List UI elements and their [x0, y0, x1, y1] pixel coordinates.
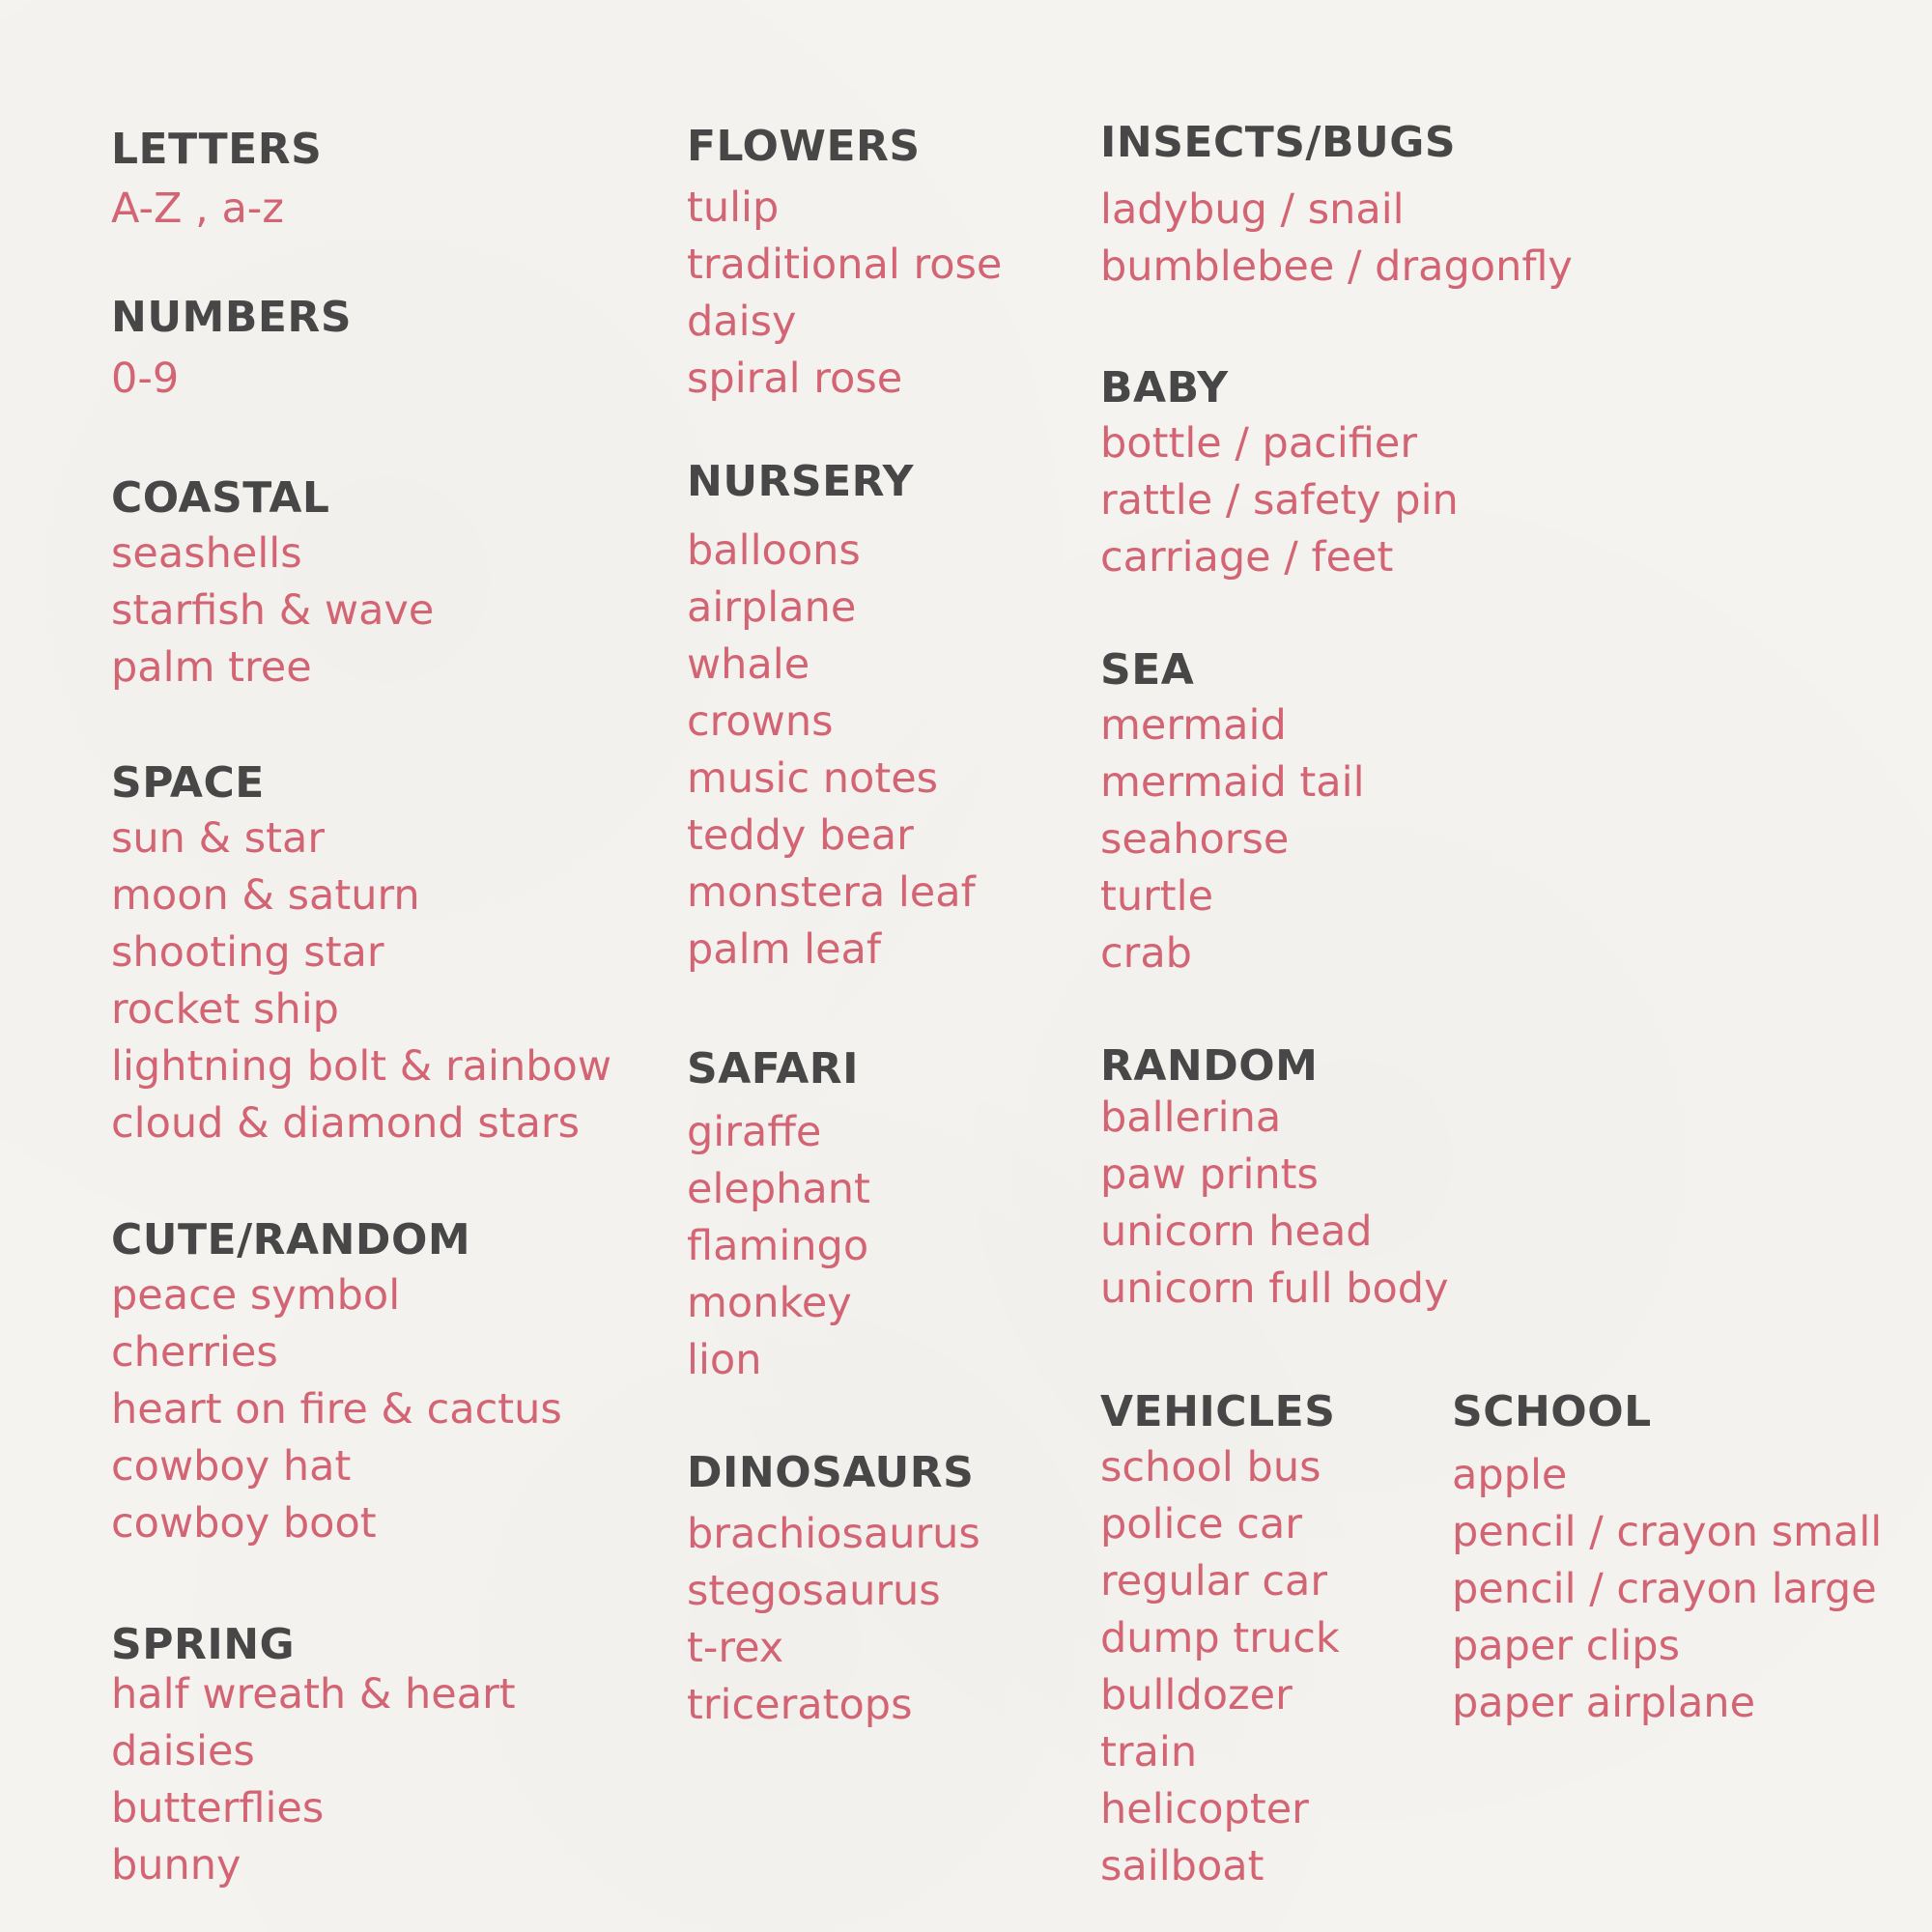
list-item: mermaid — [1100, 701, 1287, 750]
list-item: t-rex — [687, 1624, 784, 1672]
list-item: rattle / safety pin — [1100, 476, 1459, 525]
section-items — [111, 526, 434, 696]
section-vehicles — [1100, 1387, 1340, 1895]
section-heading: SPRING — [111, 1620, 296, 1669]
section-items — [111, 1666, 516, 1894]
section-items — [111, 351, 352, 408]
section-sea — [1100, 645, 1365, 982]
section-items — [111, 1267, 562, 1552]
section-items — [1100, 1439, 1340, 1895]
list-item: ballerina — [1100, 1094, 1282, 1142]
section-items — [1100, 182, 1573, 296]
list-item: traditional rose — [687, 241, 1003, 289]
list-item: daisy — [687, 298, 797, 346]
list-item: peace symbol — [111, 1271, 401, 1320]
list-item: lightning bolt & rainbow — [111, 1042, 611, 1091]
section-numbers — [111, 293, 353, 408]
list-item: whale — [687, 640, 810, 689]
section-dinosaurs — [687, 1448, 980, 1734]
list-item: moon & saturn — [111, 871, 420, 920]
section-heading: DINOSAURS — [687, 1448, 975, 1497]
section-flowers — [687, 122, 1003, 408]
list-item: 0-9 — [111, 355, 180, 403]
section-items — [687, 180, 1002, 408]
list-item: seashells — [111, 529, 302, 578]
section-items — [1452, 1447, 1882, 1732]
list-item: palm leaf — [687, 925, 882, 974]
list-item: triceratops — [687, 1681, 913, 1729]
section-items — [687, 1506, 980, 1734]
list-item: bumblebee / dragonfly — [1100, 242, 1573, 291]
list-item: elephant — [687, 1165, 870, 1213]
section-insects-bugs — [1100, 118, 1573, 296]
section-space — [111, 758, 611, 1152]
list-item: monkey — [687, 1279, 852, 1327]
list-item: teddy bear — [687, 811, 914, 860]
section-items — [687, 1104, 870, 1389]
list-item: starfish & wave — [111, 586, 435, 635]
list-item: helicopter — [1100, 1785, 1309, 1833]
list-item: pencil / crayon small — [1452, 1508, 1883, 1556]
section-heading: SAFARI — [687, 1044, 860, 1094]
list-item: ladybug / snail — [1100, 185, 1405, 234]
list-item: monstera leaf — [687, 868, 976, 917]
section-items — [111, 810, 611, 1152]
list-item: shooting star — [111, 928, 384, 977]
list-item: flamingo — [687, 1222, 869, 1270]
list-item: music notes — [687, 754, 939, 803]
section-items — [687, 523, 976, 979]
list-item: bulldozer — [1100, 1671, 1293, 1719]
section-heading: NUMBERS — [111, 293, 353, 342]
list-item: bunny — [111, 1841, 242, 1889]
list-item: palm tree — [111, 643, 312, 692]
list-item: spiral rose — [687, 355, 903, 403]
list-item: cherries — [111, 1328, 278, 1377]
section-heading: COASTAL — [111, 473, 330, 523]
list-item: lion — [687, 1336, 762, 1384]
section-coastal — [111, 473, 435, 696]
list-item: half wreath & heart — [111, 1670, 516, 1719]
list-item: turtle — [1100, 872, 1214, 921]
section-heading: CUTE/RANDOM — [111, 1215, 471, 1264]
section-spring — [111, 1620, 516, 1894]
list-item: stegosaurus — [687, 1567, 941, 1615]
section-random — [1100, 1041, 1449, 1318]
list-item: dump truck — [1100, 1614, 1340, 1662]
section-heading: SCHOOL — [1452, 1387, 1652, 1436]
list-item: cowboy boot — [111, 1499, 377, 1548]
list-item: carriage / feet — [1100, 533, 1394, 582]
list-item: sun & star — [111, 814, 326, 863]
section-items — [1100, 697, 1365, 982]
list-item: pencil / crayon large — [1452, 1565, 1877, 1613]
list-item: crab — [1100, 929, 1192, 978]
list-item: train — [1100, 1728, 1198, 1776]
list-item: bottle / pacifier — [1100, 419, 1418, 468]
list-item: butterflies — [111, 1784, 325, 1833]
section-items — [1100, 1090, 1449, 1318]
section-heading: BABY — [1100, 363, 1229, 412]
list-item: brachiosaurus — [687, 1510, 980, 1558]
section-heading: SEA — [1100, 645, 1195, 695]
list-item: apple — [1452, 1451, 1568, 1499]
list-item: cowboy hat — [111, 1442, 352, 1491]
section-heading: NURSERY — [687, 457, 915, 506]
list-item: daisies — [111, 1727, 255, 1776]
list-item: school bus — [1100, 1443, 1321, 1492]
section-baby — [1100, 363, 1459, 586]
list-item: balloons — [687, 526, 861, 575]
section-items — [111, 181, 322, 238]
list-item: unicorn head — [1100, 1208, 1373, 1256]
section-items — [1100, 415, 1459, 586]
section-heading: RANDOM — [1100, 1041, 1319, 1091]
section-cute-random — [111, 1215, 562, 1552]
list-item: tulip — [687, 184, 780, 232]
section-heading: LETTERS — [111, 125, 323, 174]
list-item: mermaid tail — [1100, 758, 1365, 807]
section-safari — [687, 1044, 870, 1389]
section-school — [1452, 1387, 1883, 1732]
list-item: heart on fire & cactus — [111, 1385, 562, 1434]
section-nursery — [687, 457, 976, 979]
list-item: airplane — [687, 583, 857, 632]
list-item: A-Z , a-z — [111, 185, 284, 233]
list-item: paw prints — [1100, 1151, 1319, 1199]
list-item: regular car — [1100, 1557, 1328, 1605]
list-item: paper clips — [1452, 1622, 1680, 1670]
list-item: seahorse — [1100, 815, 1290, 864]
section-heading: VEHICLES — [1100, 1387, 1336, 1436]
list-item: sailboat — [1100, 1842, 1264, 1890]
list-item: unicorn full body — [1100, 1264, 1449, 1313]
section-heading: SPACE — [111, 758, 265, 808]
list-item: crowns — [687, 697, 834, 746]
list-item: rocket ship — [111, 985, 339, 1034]
list-item: cloud & diamond stars — [111, 1099, 581, 1148]
section-letters — [111, 125, 323, 238]
section-heading: INSECTS/BUGS — [1100, 118, 1457, 167]
list-item: police car — [1100, 1500, 1302, 1548]
list-item: giraffe — [687, 1108, 822, 1156]
section-heading: FLOWERS — [687, 122, 921, 171]
list-item: paper airplane — [1452, 1679, 1756, 1727]
